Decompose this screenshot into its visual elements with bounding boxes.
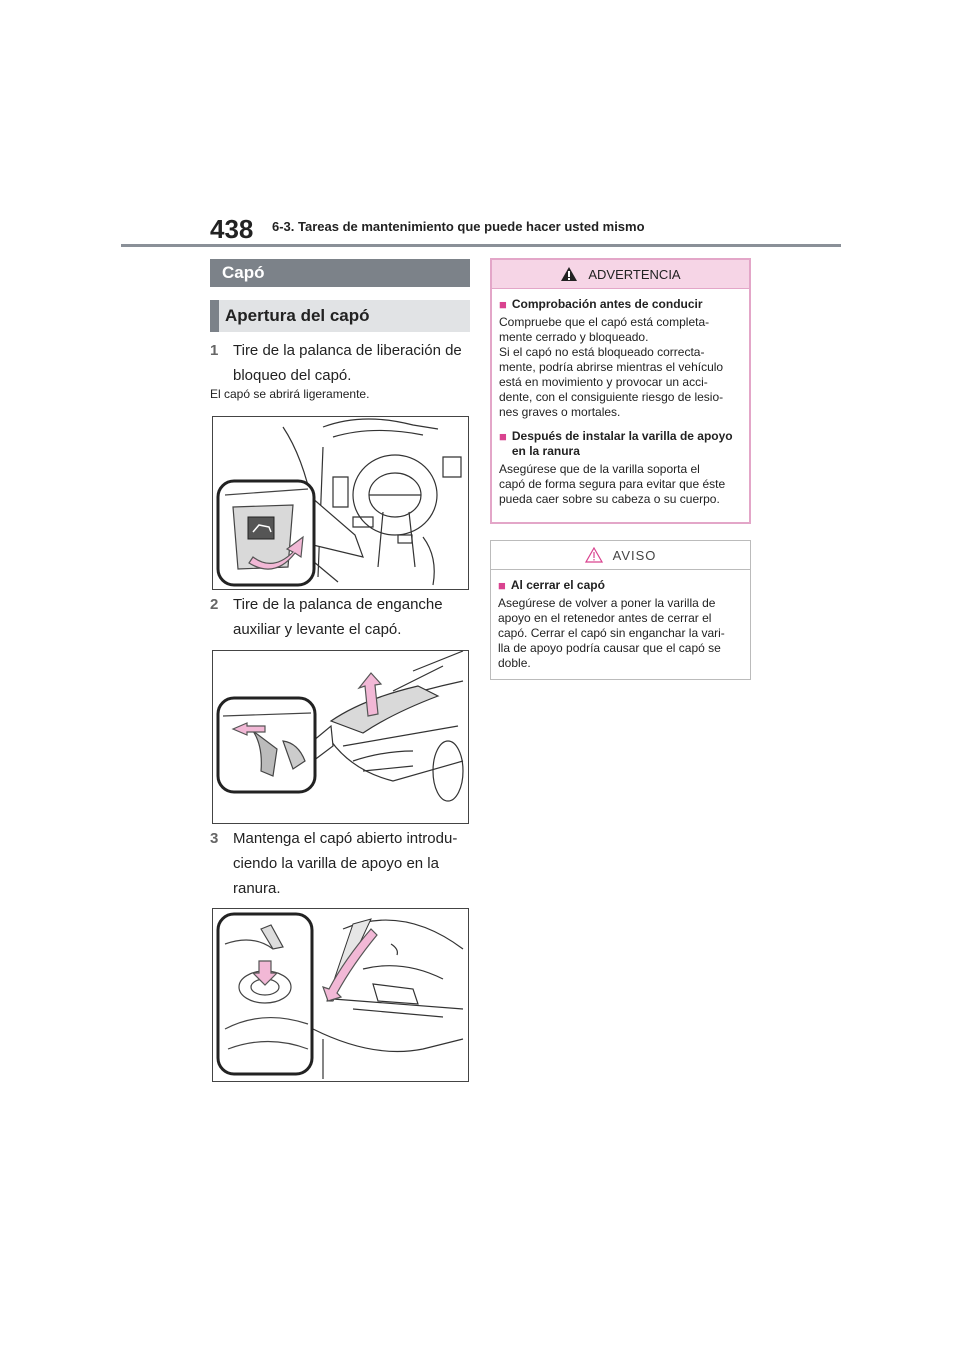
warning-header [492, 260, 749, 289]
caution-body [491, 570, 750, 671]
step-note: El capó se abrirá ligeramente. [210, 387, 370, 401]
caution-triangle-icon [585, 547, 603, 563]
chapter-title: 6-3. Tareas de mantenimiento que puede hacer usted mismo [272, 219, 645, 234]
warning-item-body: Asegúrese que de la varilla soporta el capó de forma segura para evitar que éste pueda caer sobre su cabeza o su cuerpo. [499, 462, 726, 506]
item-title-text: Después de instalar la varilla de apoyo en la ranura [511, 429, 733, 458]
figure-support-rod [212, 908, 469, 1082]
warning-item-title [499, 429, 742, 459]
figure-hood-release-lever [212, 416, 469, 590]
step-2 [210, 592, 470, 642]
step-number: 2 [210, 596, 219, 613]
square-bullet-icon: ■ [499, 429, 507, 444]
step-number: 3 [210, 830, 219, 847]
warning-label: ADVERTENCIA [588, 266, 681, 282]
caution-header [491, 541, 750, 570]
warning-triangle-icon [560, 266, 578, 282]
figure-auxiliary-catch-lever [212, 650, 469, 824]
caution-item-body: Asegúrese de volver a poner la varilla de apoyo en el retenedor antes de cerrar el capó. Cerrar el capó sin enganchar la vari- lla de apoyo podría causar que el capó se doble. [498, 596, 725, 670]
warning-item-body: Compruebe que el capó está completa- mente cerrado y bloqueado. Si el capó no está bloqueado correcta- mente, podría abrirse mientras el vehículo está en movimiento y provocar un acci- dente, con el consiguiente riesgo de lesio- nes graves o mortales. [499, 315, 724, 419]
step-text: Mantenga el capó abierto introdu-ciendo la varilla de apoyo en la ranura. [233, 830, 458, 897]
step-text: Tire de la palanca de enganche auxiliar y levante el capó. [233, 596, 443, 638]
item-title-text: Al cerrar el capó [510, 578, 605, 592]
square-bullet-icon: ■ [498, 578, 506, 593]
caution-label: AVISO [612, 547, 657, 563]
step-number: 1 [210, 342, 219, 359]
step-3 [210, 826, 470, 901]
caution-item-title [498, 578, 743, 593]
step-text: Tire de la palanca de liberación de bloqueo del capó. [233, 342, 462, 384]
warning-box [490, 258, 751, 524]
warning-body [492, 289, 749, 507]
header-rule [121, 244, 841, 247]
warning-item-title [499, 297, 742, 312]
square-bullet-icon: ■ [499, 297, 507, 312]
subsection-title: Apertura del capó [210, 300, 470, 332]
step-1 [210, 338, 470, 388]
item-title-text: Comprobación antes de conducir [511, 297, 703, 311]
page-number: 438 [210, 214, 254, 244]
caution-box [490, 540, 751, 680]
section-title: Capó [210, 259, 470, 287]
